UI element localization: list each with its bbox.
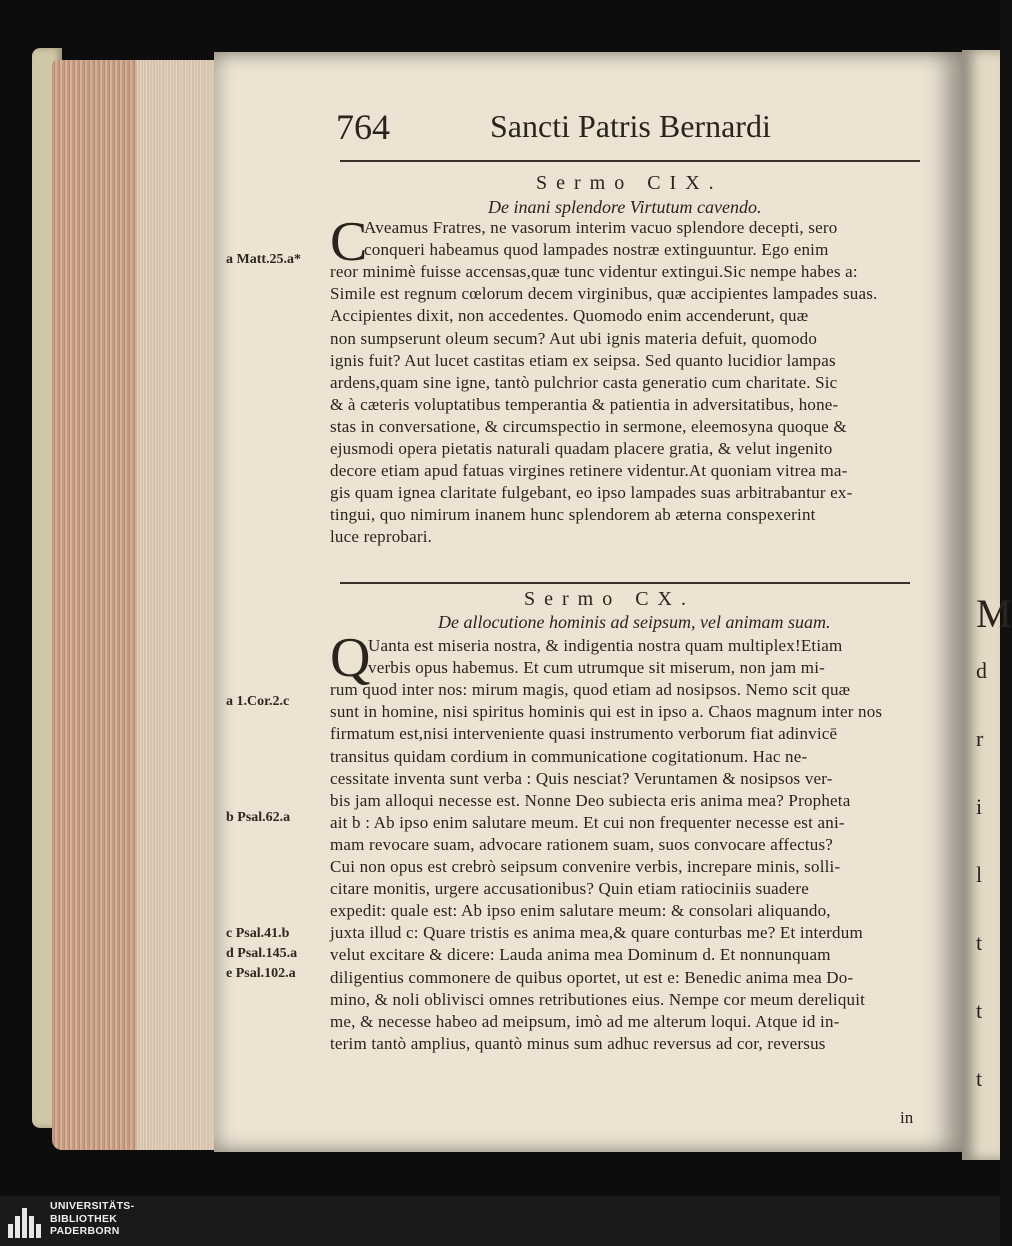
text-line: mam revocare suam, advocare rationem suam, suos convocare affectus?: [330, 834, 834, 854]
text-line: reor minimè fuisse accensas,quæ tunc videntur extingui.Sic nempe habes a:: [330, 262, 858, 282]
text-line: Accipientes dixit, non accedentes. Quomodo enim accenderunt, quæ: [330, 306, 809, 326]
margin-note: c Psal.41.b: [226, 926, 290, 941]
partial-letter: t: [976, 1066, 983, 1091]
partial-letter: i: [976, 794, 983, 819]
text-line: diligentius commonere de quibus oportet, ut est e: Benedic anima mea Do-: [330, 967, 854, 987]
text-line: ignis fuit? Aut lucet castitas etiam ex seipsa. Sed quanto lucidior lampas: [330, 350, 836, 370]
drop-capital: C: [330, 211, 368, 273]
text-line: citare monitis, urgere accusationibus? Quin etiam ratiociniis suadere: [330, 879, 809, 899]
library-footer: [0, 1196, 1000, 1246]
text-line: expedit: quale est: Ab ipso enim salutare meum: & consolari aliquando,: [330, 901, 831, 921]
text-line: decore etiam apud fatuas virgines retinere videntur.At quoniam vitrea ma-: [330, 461, 848, 481]
partial-letter: l: [976, 862, 983, 887]
page-block-edge: [52, 60, 217, 1150]
partial-letter: t: [976, 930, 983, 955]
text-line: ejusmodi opera pietatis naturali quadam placere gratia, & velut ingenito: [330, 439, 833, 458]
margin-note: d Psal.145.a: [226, 946, 298, 961]
text-line: firmatum est,nisi interveniente quasi instrumento verborum fiat adinvicē: [330, 724, 838, 744]
header-rule: [340, 160, 920, 162]
sermon-subtitle: De inani splendore Virtutum cavendo.: [488, 197, 762, 217]
margin-note: a 1.Cor.2.c: [226, 694, 290, 709]
text-line: Cui non opus est crebrò seipsum convenire verbis, increpare minis, solli-: [330, 857, 841, 876]
text-line: verbis opus habemus. Et cum utrumque sit miserum, non jam mi-: [368, 658, 825, 678]
text-line: velut excitare & dicere: Lauda anima mea Dominum d. Et nonnunquam: [330, 945, 831, 965]
margin-note: a Matt.25.a*: [226, 252, 302, 267]
text-line: cessitate inventa sunt verba : Quis nesciat? Veruntamen & nosipsos ver-: [330, 768, 833, 788]
drop-capital: Q: [330, 627, 371, 689]
text-line: ait b : Ab ipso enim salutare meum. Et cui non frequenter necesse est ani-: [330, 812, 845, 832]
text-line: terim tantò amplius, quantò minus sum adhuc reversus ad cor, reversus: [330, 1033, 826, 1053]
text-line: non sumpserunt oleum secum? Aut ubi ignis materia defuit, quomodo: [330, 328, 818, 348]
library-name-line: UNIVERSITÄTS-: [50, 1200, 135, 1212]
text-line: gis quam ignea claritate fulgebant, eo ipso lampades suas arbitrabantur ex-: [330, 483, 853, 503]
sermon-subtitle: De allocutione hominis ad seipsum, vel animam suam.: [438, 612, 831, 632]
library-name-line: BIBLIOTHEK: [50, 1212, 118, 1225]
text-line: tingui, quo nimirum inanem hunc splendorem ab æterna conspexerint: [330, 505, 816, 525]
text-line: bis jam alloqui necesse est. Nonne Deo subiecta eris anima mea? Propheta: [330, 790, 851, 810]
text-line: Aveamus Fratres, ne vasorum interim vacuo splendore decepti, sero: [364, 218, 838, 237]
page-number: 764: [336, 107, 390, 147]
text-line: & à cæteris voluptatibus temperantia & patientia in adversitatibus, hone-: [330, 394, 839, 414]
sermon-title: Sermo CIX.: [536, 172, 723, 194]
text-line: rum quod inter nos: mirum magis, quod etiam ad nosipsos. Nemo scit quæ: [330, 680, 851, 700]
library-logo-icon: [8, 1204, 42, 1238]
section-rule: [340, 582, 910, 584]
text-line: ardens,quam sine igne, tantò pulchrior casta generatio cum charitate. Sic: [330, 372, 838, 392]
text-line: Uanta est miseria nostra, & indigentia nostra quam multiplex!Etiam: [368, 636, 843, 655]
partial-letter: d: [976, 658, 987, 683]
library-name: [50, 1200, 134, 1238]
sermon-title: Sermo CX.: [524, 588, 695, 610]
partial-letter: r: [976, 726, 984, 751]
catchword: in: [900, 1108, 914, 1127]
text-line: Simile est regnum cœlorum decem virginibus, quæ accipientes lampades suas.: [330, 284, 878, 304]
text-line: transitus quidam cordium in communicatione cogitationum. Hac ne-: [330, 746, 808, 766]
margin-note: e Psal.102.a: [226, 966, 296, 981]
text-line: juxta illud c: Quare tristis es anima mea,& quare conturbas me? Et interdum: [330, 923, 863, 943]
partial-letter: M: [976, 591, 1012, 636]
text-line: conqueri habeamus quod lampades nostræ extinguuntur. Ego enim: [364, 240, 829, 260]
text-line: me, & necesse habeo ad meipsum, imò ad me alterum loqui. Atque id in-: [330, 1011, 840, 1031]
text-line: sunt in homine, nisi spiritus hominis qui est in ipso a. Chaos magnum inter nos: [330, 702, 883, 722]
library-name-line: PADERBORN: [50, 1225, 120, 1237]
margin-note: b Psal.62.a: [226, 810, 291, 825]
running-title: Sancti Patris Bernardi: [490, 108, 771, 144]
text-line: luce reprobari.: [330, 527, 433, 547]
partial-letter: t: [976, 998, 983, 1023]
text-line: mino, & noli oblivisci omnes retributiones eius. Nempe cor meum dereliquit: [330, 989, 866, 1009]
text-line: stas in conversatione, & circumspectio in sermone, eleemosyna quoque &: [330, 416, 847, 436]
